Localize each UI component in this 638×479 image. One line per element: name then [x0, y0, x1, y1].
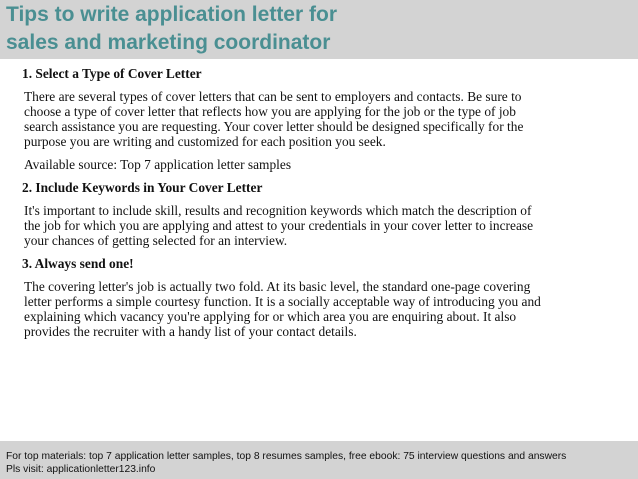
section-3: [22, 256, 622, 339]
content-body: [22, 66, 622, 347]
footer-text-line-2: Pls visit: applicationletter123.info: [6, 464, 156, 475]
title-bar: [0, 0, 638, 59]
section-1: [22, 66, 622, 172]
paragraph-line: It's important to include skill, results and recognition keywords which match the description of: [24, 203, 532, 218]
paragraph-line: There are several types of cover letters that can be sent to employers and contacts. Be sure to: [24, 89, 522, 104]
footer-bar: [0, 441, 638, 479]
page-title-line-1: Tips to write application letter for: [6, 3, 337, 26]
section-heading: 2. Include Keywords in Your Cover Letter: [22, 180, 263, 195]
section-heading: 1. Select a Type of Cover Letter: [22, 66, 202, 81]
paragraph-line: provides the recruiter with a handy list of your contact details.: [24, 324, 357, 339]
paragraph-line: purpose you are writing and customized for each position you seek.: [24, 134, 386, 149]
source-note-text: Available source: Top 7 application letter samples: [24, 157, 292, 172]
paragraph-line: letter performs a simple courtesy function. It is a socially acceptable way of introducing you and: [24, 294, 541, 309]
footer-text-line-1: For top materials: top 7 application letter samples, top 8 resumes samples, free ebook: 75 interview questions and answers: [6, 451, 567, 462]
paragraph-line: The covering letter's job is actually two fold. At its basic level, the standard one-page covering: [24, 279, 531, 294]
paragraph-line: choose a type of cover letter that reflects how you are applying for the job or the type of job: [24, 104, 516, 119]
paragraph-line: search assistance you are requesting. Your cover letter should be designed specifically for the: [24, 119, 524, 134]
section-paragraph: [22, 203, 622, 248]
section-heading: 3. Always send one!: [22, 256, 134, 271]
paragraph-line: the job for which you are applying and attest to your credentials in your cover letter to increase: [24, 218, 534, 233]
page-title-line-2: sales and marketing coordinator: [6, 31, 331, 54]
paragraph-line: your chances of getting selected for an interview.: [24, 233, 288, 248]
paragraph-line: explaining which vacancy you're applying for or which area you are enquiring about. It also: [24, 309, 517, 324]
source-note: [22, 157, 622, 172]
section-2: [22, 180, 622, 248]
section-paragraph: [22, 89, 622, 149]
section-paragraph: [22, 279, 622, 339]
